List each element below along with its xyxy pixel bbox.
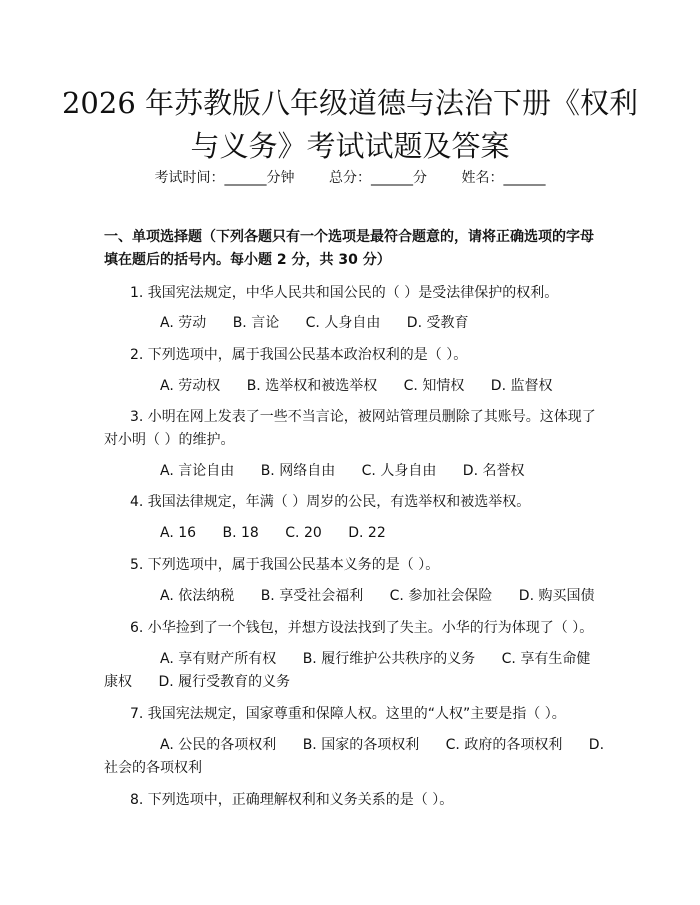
section-heading [104,226,604,272]
question-3-options [104,460,604,483]
exam-score: 总分：______分 [329,170,427,186]
exam-name: 姓名：______ [461,170,546,186]
question-text: 4. 我国法律规定，年满（ ）周岁的公民，有选举权和被选举权。 [130,494,531,510]
exam-time: 考试时间：______分钟 [154,170,295,186]
option-b: B. 言论 [232,315,280,331]
title-line-2: 与义务》考试试题及答案 [190,129,510,163]
section-heading-line-1: 一、单项选择题（下列各题只有一个选项是最符合题意的，请将正确选项的字母 [104,229,594,245]
question-text: 2. 下列选项中，属于我国公民基本政治权利的是（ ）。 [130,347,468,363]
exam-meta [0,168,700,188]
option-b: B. 国家的各项权利 [302,737,420,753]
option-b: B. 享受社会福利 [260,588,364,604]
option-d: D. 名誉权 [462,463,525,479]
option-c: C. 知情权 [403,378,465,394]
question-text: 6. 小华捡到了一个钱包，并想方设法找到了失主。小华的行为体现了（ ）。 [130,620,594,636]
option-b: B. 网络自由 [260,463,336,479]
option-d: D. 履行受教育的义务 [158,674,291,690]
question-2-options [104,375,604,398]
question-2 [104,344,604,367]
option-c: C. 人身自由 [305,315,381,331]
question-4 [104,491,604,514]
question-text: 7. 我国宪法规定，国家尊重和保障人权。这里的“人权”主要是指（ ）。 [130,706,566,722]
option-d: D. 22 [348,525,386,541]
question-3 [104,406,604,452]
question-8 [104,789,604,812]
option-a: A. 公民的各项权利 [160,737,277,753]
option-a: A. 劳动 [160,315,207,331]
option-d: D. 受教育 [406,315,469,331]
option-d: D. 购买国债 [518,588,595,604]
question-text: 1. 我国宪法规定，中华人民共和国公民的（ ）是受法律保护的权利。 [130,285,559,301]
option-b: B. 选举权和被选举权 [246,378,378,394]
question-text-line-2: 对小明（ ）的维护。 [104,432,235,448]
question-text: 8. 下列选项中，正确理解权利和义务关系的是（ ）。 [130,792,454,808]
option-a: A. 16 [160,525,197,541]
question-4-options [104,522,604,545]
option-c-continued: 康权 [104,674,132,690]
question-6-options [104,648,604,694]
question-5 [104,554,604,577]
title-line-1: 2026 年苏教版八年级道德与法治下册《权利 [61,86,639,120]
option-a: A. 享有财产所有权 [160,651,277,667]
question-7 [104,703,604,726]
option-d-continued: 社会的各项权利 [104,760,202,776]
option-b: B. 18 [222,525,259,541]
option-b: B. 履行维护公共秩序的义务 [302,651,476,667]
question-5-options [104,585,604,608]
option-c: C. 政府的各项权利 [445,737,563,753]
option-c: C. 20 [285,525,322,541]
question-text: 5. 下列选项中，属于我国公民基本义务的是（ ）。 [130,557,440,573]
question-1-options [104,312,604,335]
question-text-line-1: 3. 小明在网上发表了一些不当言论，被网站管理员删除了其账号。这体现了 [130,409,596,425]
option-c: C. 人身自由 [361,463,437,479]
option-d: D. [588,737,605,753]
question-6 [104,617,604,640]
section-heading-line-2: 填在题后的括号内。每小题 2 分，共 30 分） [104,252,391,268]
option-a: A. 依法纳税 [160,588,235,604]
question-7-options [104,734,604,780]
option-a: A. 劳动权 [160,378,221,394]
document-title [60,82,640,168]
option-c: C. 享有生命健 [501,651,591,667]
option-c: C. 参加社会保险 [389,588,493,604]
option-a: A. 言论自由 [160,463,235,479]
question-1 [104,282,604,305]
option-d: D. 监督权 [490,378,553,394]
